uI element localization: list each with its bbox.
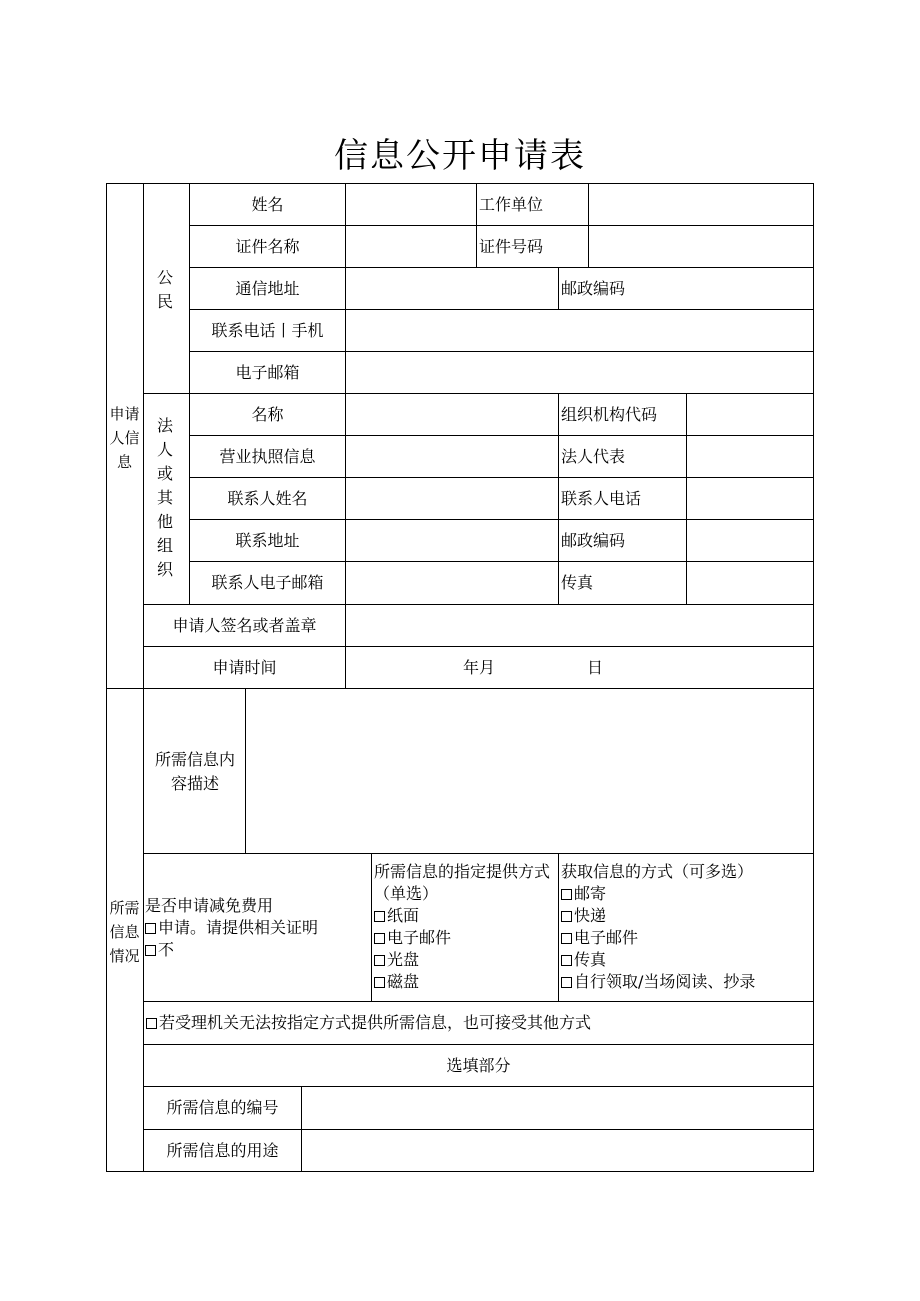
organization-group-label: 法人或其他组织 [156, 416, 173, 579]
apply-time-field[interactable] [346, 647, 813, 688]
obtain-method-title: 获取信息的方式（可多选） [561, 862, 754, 881]
org-name-field[interactable] [346, 394, 558, 435]
provide-option-paper[interactable]: 纸面 [374, 905, 556, 927]
org-fax-field[interactable] [687, 562, 813, 604]
apply-time-day: 日 [587, 657, 604, 677]
citizen-work-unit-label: 工作单位 [479, 194, 544, 214]
obtain-method-block [561, 861, 811, 993]
citizen-group-label: 公民 [156, 268, 173, 311]
description-field[interactable] [246, 689, 813, 853]
citizen-postcode-label: 邮政编码 [561, 278, 626, 298]
checkbox[interactable] [561, 889, 572, 900]
obtain-option-express[interactable]: 快递 [561, 905, 811, 927]
checkbox[interactable] [374, 977, 385, 988]
provide-method-title: 所需信息的指定提供方式（单选） [374, 862, 551, 903]
org-contact-address-field[interactable] [346, 520, 558, 561]
org-contact-phone-field[interactable] [687, 478, 813, 519]
citizen-name-field[interactable] [346, 184, 476, 225]
citizen-id-type-field[interactable] [346, 226, 476, 267]
checkbox[interactable] [561, 933, 572, 944]
obtain-option-mail[interactable]: 邮寄 [561, 883, 811, 905]
description-label: 所需信息内容描述 [154, 750, 235, 793]
info-usage-field[interactable] [302, 1130, 813, 1171]
checkbox[interactable] [374, 933, 385, 944]
fee-option-apply[interactable]: 申请。请提供相关证明 [145, 917, 369, 939]
citizen-email-label: 电子邮箱 [235, 362, 300, 382]
org-license-field[interactable] [346, 436, 558, 477]
provide-option-disk[interactable]: 磁盘 [374, 971, 556, 993]
org-legal-rep-label: 法人代表 [561, 446, 626, 466]
obtain-option-fax[interactable]: 传真 [561, 949, 811, 971]
obtain-option-self-pickup[interactable]: 自行领取/当场阅读、抄录 [561, 971, 811, 993]
citizen-address-label: 通信地址 [235, 278, 300, 298]
checkbox[interactable] [145, 945, 156, 956]
citizen-id-number-field[interactable] [589, 226, 813, 267]
citizen-phone-field[interactable] [346, 310, 813, 351]
checkbox[interactable] [374, 955, 385, 966]
checkbox[interactable] [561, 977, 572, 988]
checkbox[interactable] [145, 923, 156, 934]
citizen-email-field[interactable] [346, 352, 813, 393]
checkbox[interactable] [146, 1018, 157, 1029]
signature-field[interactable] [346, 605, 813, 646]
citizen-name-label: 姓名 [251, 194, 284, 214]
obtain-option-email[interactable]: 电子邮件 [561, 927, 811, 949]
checkbox[interactable] [561, 955, 572, 966]
section-info-needed-label: 所需信息情况 [109, 899, 140, 965]
org-license-label: 营业执照信息 [219, 446, 316, 466]
org-postcode-field[interactable] [687, 520, 813, 561]
citizen-work-unit-field[interactable] [589, 184, 813, 225]
info-number-field[interactable] [302, 1087, 813, 1129]
form-title: 信息公开申请表 [334, 136, 586, 176]
org-code-label: 组织机构代码 [561, 404, 658, 424]
citizen-phone-label: 联系电话丨手机 [211, 320, 324, 340]
fee-block [145, 895, 369, 961]
org-contact-phone-label: 联系人电话 [561, 488, 642, 508]
org-contact-name-label: 联系人姓名 [227, 488, 308, 508]
org-contact-name-field[interactable] [346, 478, 558, 519]
org-legal-rep-field[interactable] [687, 436, 813, 477]
org-fax-label: 传真 [561, 573, 594, 592]
optional-section-heading: 选填部分 [446, 1055, 511, 1075]
citizen-id-type-label: 证件名称 [235, 236, 300, 256]
org-contact-address-label: 联系地址 [235, 530, 300, 550]
section-applicant-label: 申请人信息 [109, 405, 140, 471]
org-name-label: 名称 [251, 404, 284, 424]
apply-time-label: 申请时间 [212, 657, 277, 677]
provide-option-email[interactable]: 电子邮件 [374, 927, 556, 949]
provide-option-cd[interactable]: 光盘 [374, 949, 556, 971]
info-number-label: 所需信息的编号 [166, 1098, 279, 1117]
citizen-id-number-label: 证件号码 [479, 236, 544, 256]
org-contact-email-label: 联系人电子邮箱 [211, 573, 324, 592]
checkbox[interactable] [561, 911, 572, 922]
org-code-field[interactable] [687, 394, 813, 435]
apply-time-year-month: 年月 [463, 657, 496, 677]
info-usage-label: 所需信息的用途 [166, 1140, 279, 1160]
accept-other-option[interactable]: 若受理机关无法按指定方式提供所需信息，也可接受其他方式 [144, 1002, 815, 1044]
fee-title: 是否申请减免费用 [145, 896, 274, 915]
citizen-address-field[interactable] [346, 268, 558, 309]
fee-option-no[interactable]: 不 [145, 939, 369, 961]
signature-label: 申请人签名或者盖章 [172, 615, 317, 635]
provide-method-block [374, 861, 556, 993]
org-contact-email-field[interactable] [346, 562, 558, 604]
checkbox[interactable] [374, 911, 385, 922]
org-postcode-label: 邮政编码 [561, 530, 626, 550]
